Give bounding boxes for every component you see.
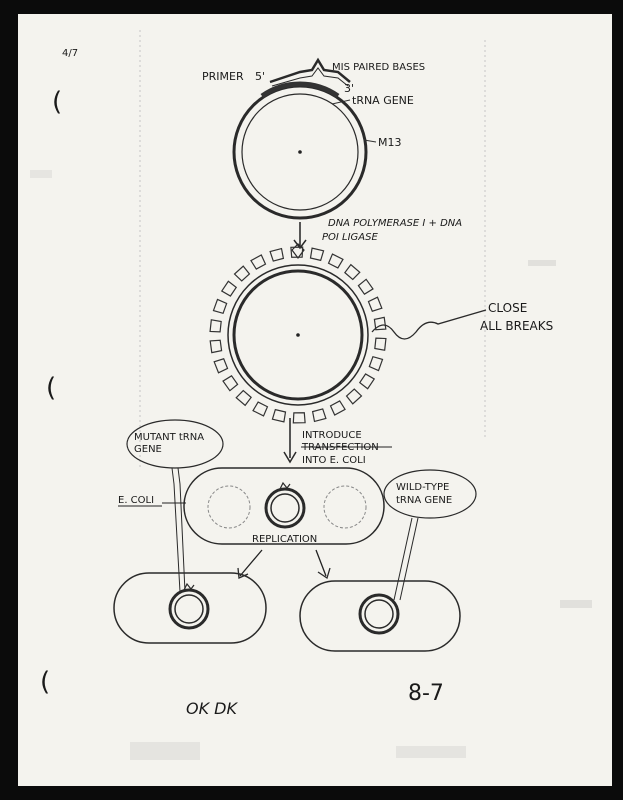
- binder-hole-mark-middle: (: [46, 373, 57, 403]
- introduce-label-line1: INTRODUCE: [302, 430, 362, 441]
- mutant-label-line1: MUTANT tRNA: [134, 432, 205, 443]
- ds-outer-segment: [235, 266, 250, 281]
- ds-outer-segment: [368, 297, 381, 311]
- faded-plasmid-right: [324, 486, 366, 528]
- faded-plasmid-left: [208, 486, 250, 528]
- m13-center-dot: [298, 150, 302, 154]
- corner-mark: 4/7: [62, 48, 79, 59]
- polymerase-label-line2: POI LIGASE: [322, 232, 378, 243]
- binder-hole-mark-bottom: (: [40, 667, 51, 697]
- introduce-label-line3: INTO E. COLI: [302, 455, 366, 466]
- plasmid-center-inner: [271, 494, 299, 522]
- ds-outer-segment: [369, 357, 382, 371]
- mutant-plasmid-inner: [175, 595, 203, 623]
- replication-label: REPLICATION: [252, 534, 318, 545]
- close-label-line1: CLOSE: [488, 301, 528, 315]
- ds-center-dot: [296, 333, 300, 337]
- ds-outer-segment: [236, 391, 251, 406]
- ds-outer-segment: [210, 340, 221, 352]
- ds-outer-segment: [375, 338, 386, 350]
- five-prime-label: 5': [255, 70, 266, 83]
- ds-outer-segment: [331, 401, 346, 415]
- initials: OK DK: [186, 699, 237, 718]
- ds-outer-segment: [213, 299, 226, 313]
- ds-outer-segment: [329, 254, 343, 268]
- mismatch-label: MIS PAIRED BASES: [332, 62, 426, 73]
- replication-arrow-left: [240, 550, 262, 576]
- ds-outer-segment: [272, 410, 285, 422]
- ds-outer-segment: [310, 248, 323, 260]
- ecoli-cell-main: [184, 468, 384, 544]
- ds-outer-segment: [222, 281, 236, 296]
- ds-outer-segment: [270, 249, 283, 261]
- daughter-cell-mutant: [114, 573, 266, 643]
- binder-hole-mark-top: (: [52, 87, 63, 117]
- ds-outer-segment: [214, 359, 227, 373]
- introduce-label-struck: TRANSFECTION: [302, 442, 379, 453]
- wildtype-plasmid-inner: [365, 600, 393, 628]
- wildtype-label-line1: WILD-TYPE: [396, 482, 450, 493]
- ds-outer-segment: [347, 389, 362, 404]
- close-label-line2: ALL BREAKS: [480, 319, 554, 333]
- ds-outer-segment: [358, 279, 373, 294]
- polymerase-label-line1: DNA POLYMERASE I + DNA: [328, 218, 463, 229]
- replication-arrow-right: [316, 550, 326, 576]
- primer-label: PRIMER: [202, 70, 244, 83]
- wildtype-label-line2: tRNA GENE: [396, 495, 453, 506]
- ecoli-label: E. COLI: [118, 495, 155, 506]
- trna-gene-label: tRNA GENE: [352, 94, 414, 107]
- ds-outer-segment: [210, 320, 221, 332]
- three-prime-label: 3': [344, 82, 355, 95]
- ds-outer-segment: [223, 376, 238, 391]
- wildtype-callout-bubble: [384, 470, 476, 518]
- ds-outer-segment: [293, 413, 305, 423]
- page-number: 8-7: [408, 681, 444, 706]
- daughter-cell-wildtype: [300, 581, 460, 651]
- ds-outer-segment: [345, 265, 360, 280]
- close-breaks-pointer: [372, 310, 486, 339]
- ds-outer-segment: [253, 402, 267, 416]
- ds-outer-segment: [251, 255, 266, 269]
- mutant-label-line2: GENE: [134, 444, 162, 455]
- ds-outer-segment: [313, 409, 326, 421]
- ds-outer-segment: [360, 374, 374, 389]
- m13-label: M13: [378, 136, 402, 149]
